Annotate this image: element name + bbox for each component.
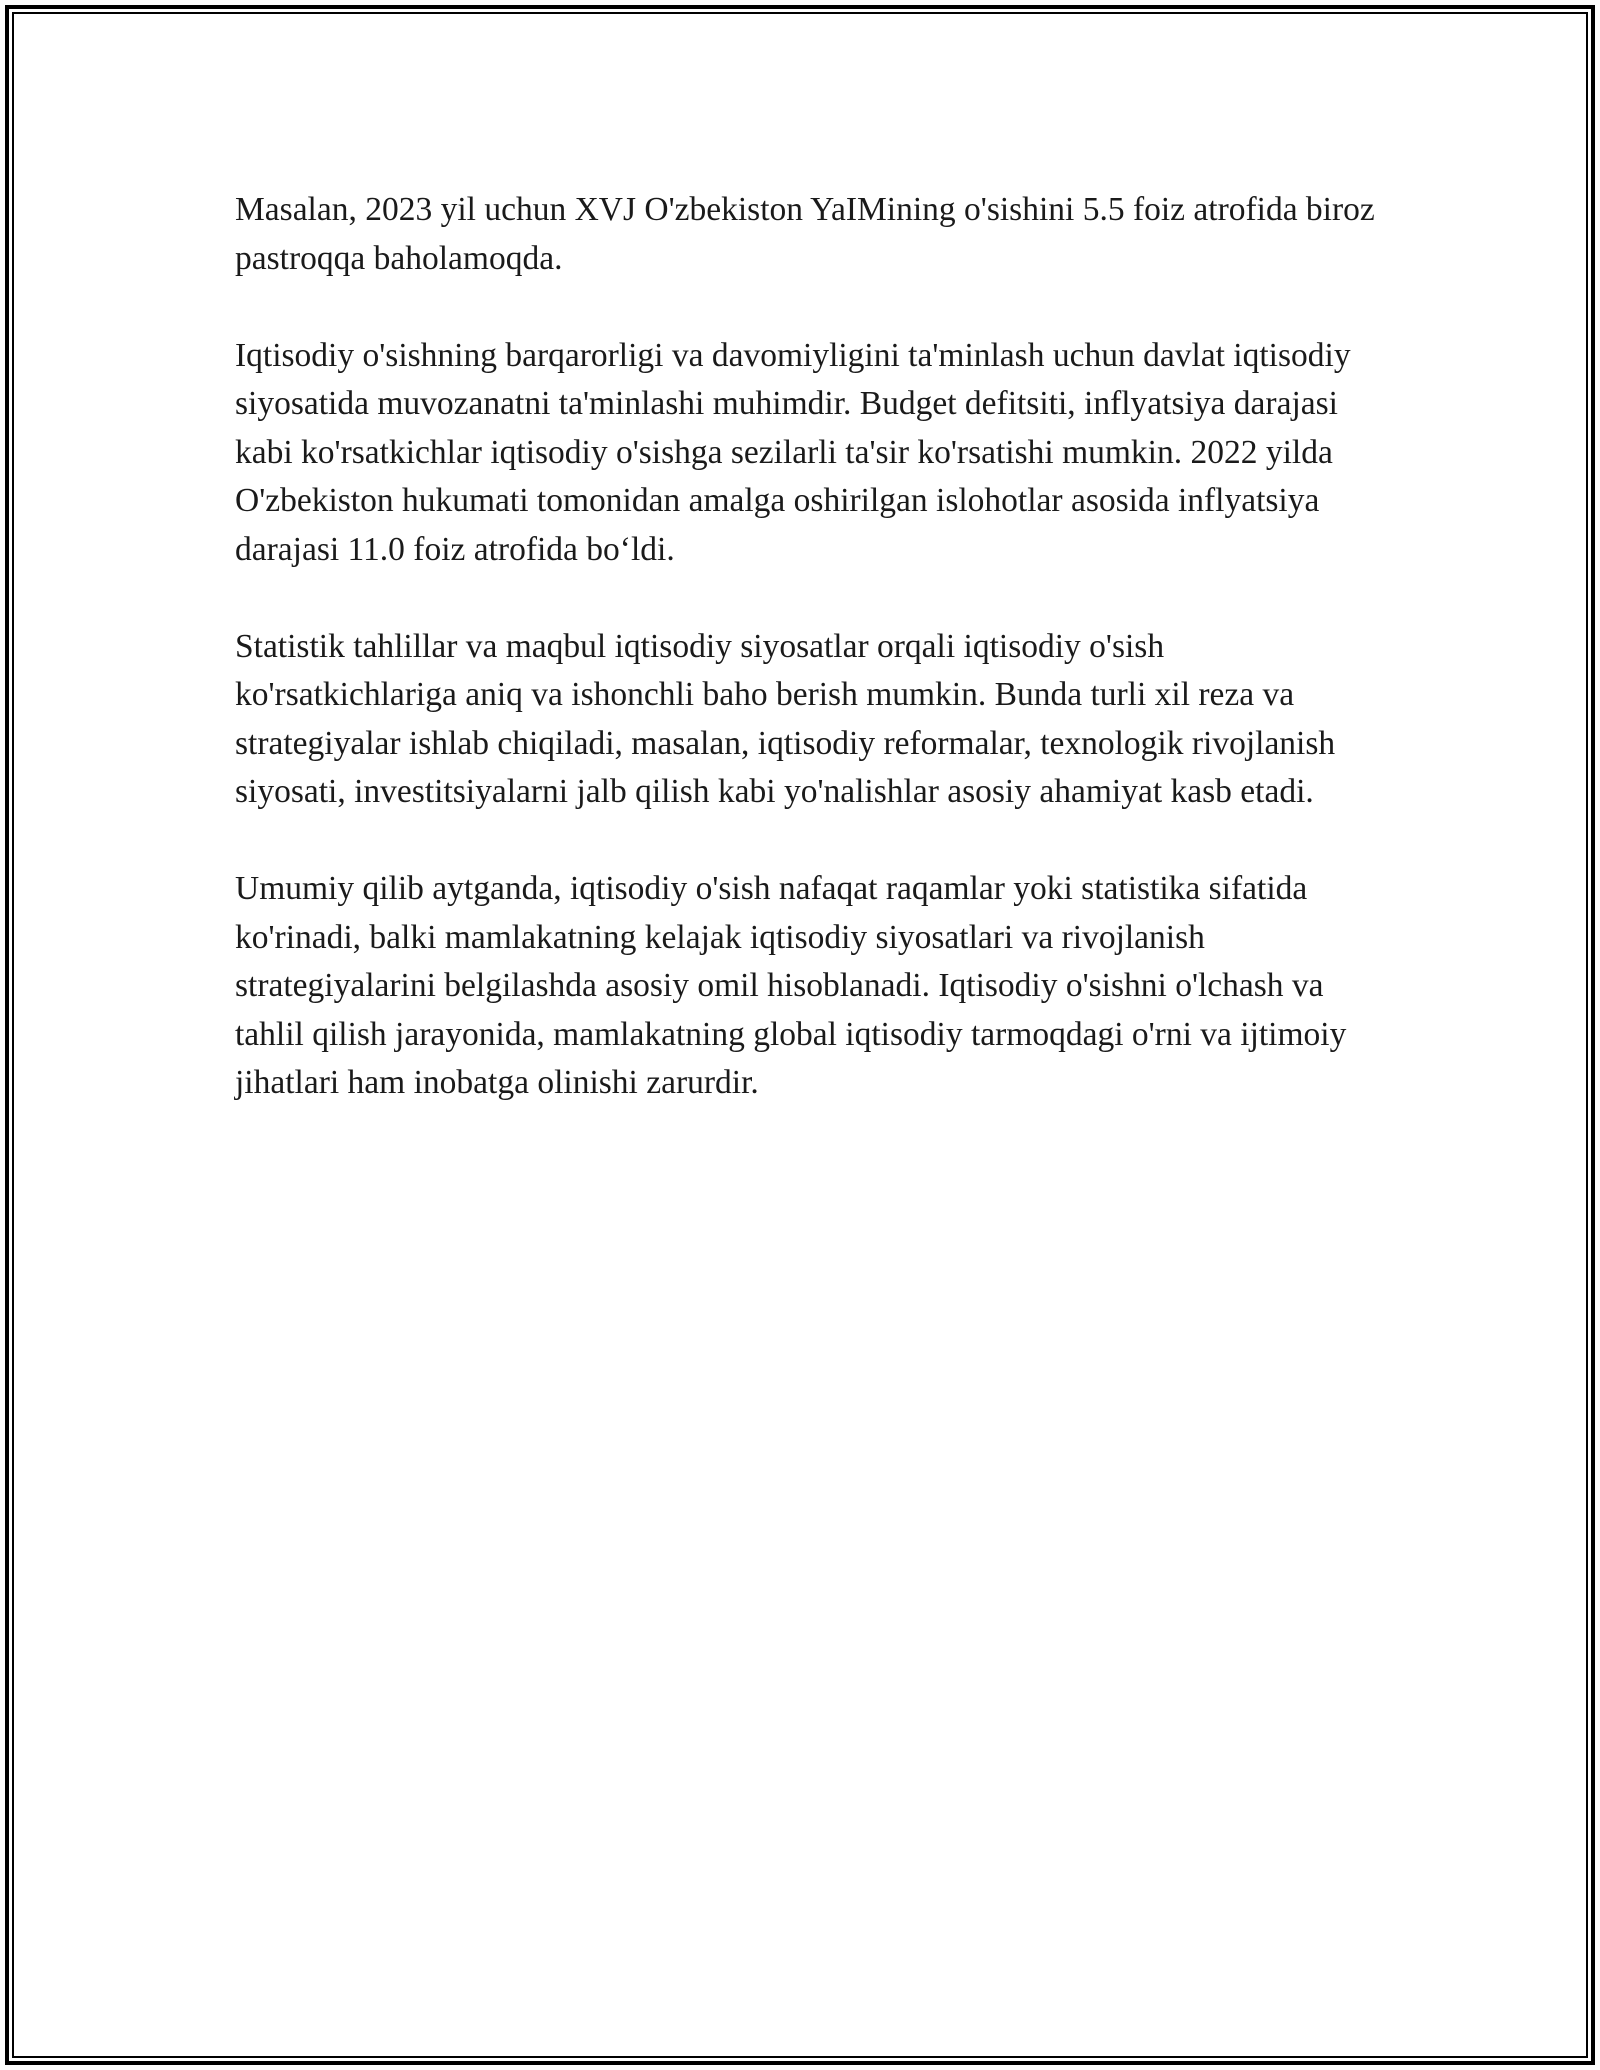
paragraph-2: Iqtisodiy o'sishning barqarorligi va davomiyligini ta'minlash uchun davlat iqtisodiy siyosatida muvozanatni ta'minlashi muhimdir. Budget defitsiti, inflyatsiya darajasi kabi ko'rsatkichlar iqtisodiy o'sishga sezilarli ta'sir ko'rsatishi mumkin. 2022 yilda O'zbekiston hukumati tomonidan amalga oshirilgan islohotlar asosida inflyatsiya darajasi 11.0 foiz atrofida bo‘ldi. (235, 336, 1351, 568)
document-body (235, 186, 1375, 1156)
paragraph-1: Masalan, 2023 yil uchun XVJ O'zbekiston YaIMining o'sishini 5.5 foiz atrofida biroz pastroqqa baholamoqda. (235, 191, 1375, 277)
paragraph-3: Statistik tahlillar va maqbul iqtisodiy siyosatlar orqali iqtisodiy o'sish ko'rsatkichlariga aniq va ishonchli baho berish mumkin. Bunda turli xil reza va strategiyalar ishlab chiqiladi, masalan, iqtisodiy reformalar, texnologik rivojlanish siyosati, investitsiyalarni jalb qilish kabi yo'nalishlar asosiy ahamiyat kasb etadi. (235, 627, 1336, 810)
paragraph-4: Umumiy qilib aytganda, iqtisodiy o'sish nafaqat raqamlar yoki statistika sifatida ko'rinadi, balki mamlakatning kelajak iqtisodiy siyosatlari va rivojlanish strategiyalarini belgilashda asosiy omil hisoblanadi. Iqtisodiy o'sishni o'lchash va tahlil qilish jarayonida, mamlakatning global iqtisodiy tarmoqdagi o'rni va ijtimoiy jihatlari ham inobatga olinishi zarurdir. (235, 870, 1347, 1101)
